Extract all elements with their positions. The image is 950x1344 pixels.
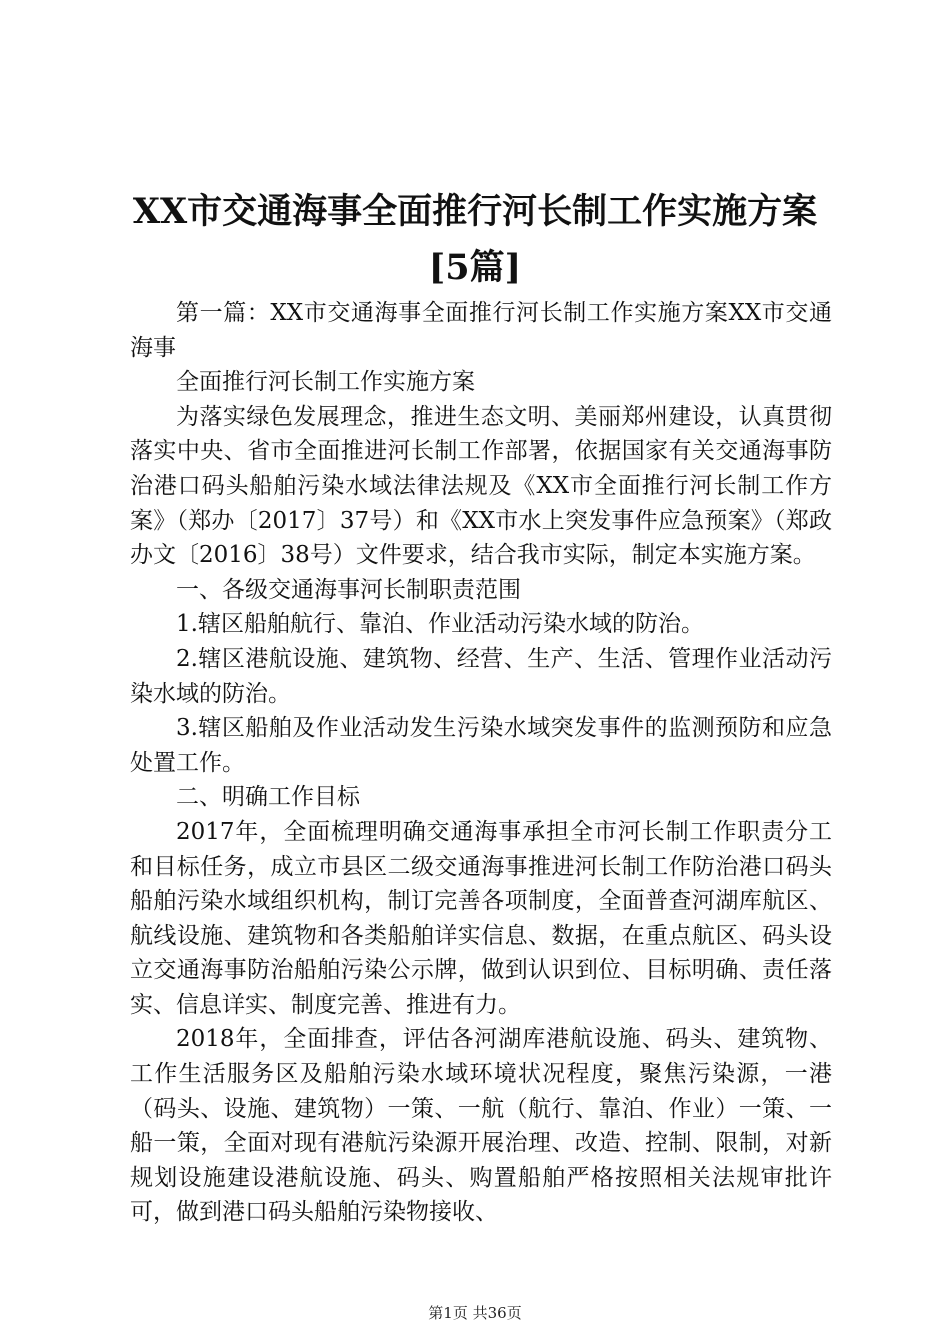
document-title: XX市交通海事全面推行河长制工作实施方案 [132, 191, 818, 232]
list-item: 3.辖区船舶及作业活动发生污染水域突发事件的监测预防和应急处置工作。 [130, 715, 832, 776]
page-footer: 第1页 共36页 [428, 1304, 522, 1322]
paragraph: 第一篇：XX市交通海事全面推行河长制工作实施方案XX市交通海事 [130, 300, 832, 361]
paragraph: 为落实绿色发展理念，推进生态文明、美丽郑州建设，认真贯彻落实中央、省市全面推进河长制工作部署，依据国家有关交通海事防治港口码头船舶污染水域法律法规及《XX市全面推行河长制工作方案》（郑办〔2017〕37号）和《XX市水上突发事件应急预案》（郑政办文〔2016〕38号）文件要求，结合我市实际，制定本实施方案。 [130, 403, 832, 569]
list-item: 2.辖区港航设施、建筑物、经营、生产、生活、管理作业活动污染水域的防治。 [130, 645, 832, 707]
section-heading: 一、各级交通海事河长制职责范围 [176, 576, 521, 603]
document-title-count: [5篇] [428, 247, 522, 288]
paragraph: 全面推行河长制工作实施方案 [176, 369, 475, 396]
list-item: 1.辖区船舶航行、靠泊、作业活动污染水域的防治。 [176, 611, 704, 638]
section-heading: 二、明确工作目标 [176, 784, 360, 811]
paragraph: 2018年，全面排查，评估各河湖库港航设施、码头、建筑物、工作生活服务区及船舶污染水域环境状况程度，聚焦污染源，一港（码头、设施、建筑物）一策、一航（航行、靠泊、作业）一策、一船一策，全面对现有港航污染源开展治理、改造、控制、限制，对新规划设施建设港航设施、码头、购置船舶严格按照相关法规审批许可，做到港口码头船舶污染物接收、 [130, 1026, 832, 1226]
paragraph: 2017年，全面梳理明确交通海事承担全市河长制工作职责分工和目标任务，成立市县区二级交通海事推进河长制工作防治港口码头船舶污染水域组织机构，制订完善各项制度，全面普查河湖库航区、航线设施、建筑物和各类船舶详实信息、数据，在重点航区、码头设立交通海事防治船舶污染公示牌，做到认识到位、目标明确、责任落实、信息详实、制度完善、推进有力。 [130, 818, 832, 1018]
document-body [130, 296, 832, 1230]
